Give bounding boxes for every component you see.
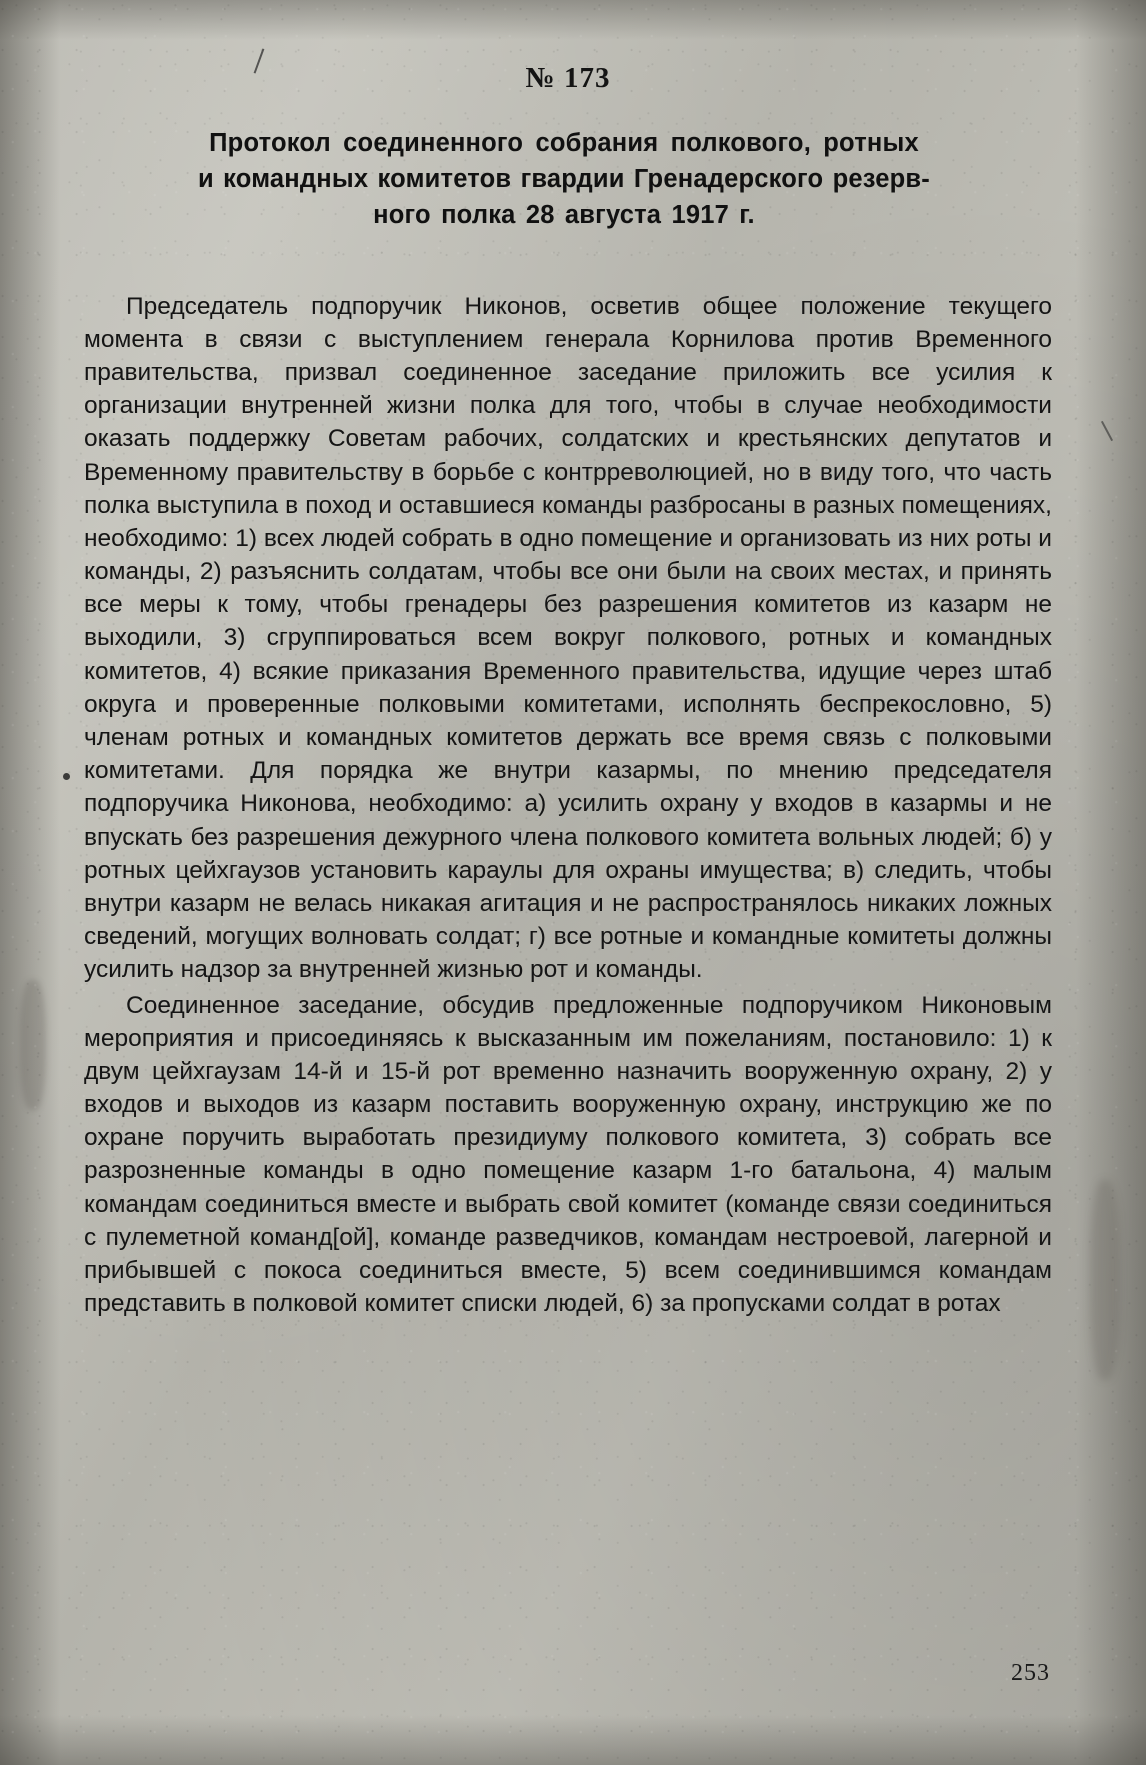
page-edge-shadow-left xyxy=(0,0,60,1765)
ink-mark-dot xyxy=(63,773,70,780)
document-title xyxy=(94,125,1034,234)
document-title-line-2: и командных комитетов гвардии Гренадерского резерв- xyxy=(197,165,931,194)
document-content xyxy=(84,62,1052,1320)
page-edge-shadow-right xyxy=(1076,0,1146,1765)
page-edge-shadow-top xyxy=(0,0,1146,40)
document-title-line-1: Протокол соединенного собрания полкового, ротных xyxy=(209,129,919,157)
body-paragraph-2: Соединенное заседание, обсудив предложенные подпоручиком Никоновым мероприятия и присоединяясь к высказанным им пожеланиям, постановило: 1) к двум цейхгаузам 14-й и 15-й рот временно назначить вооруженную охрану, 2) у входов и выходов из казарм поставить вооруженную охрану, инструкцию же по охране поручить выработать президиуму полкового комитета, 3) собрать все разрозненные команды в одно помещение казарм 1-го батальона, 4) малым командам соединиться вместе и выбрать свой комитет (команде связи соединиться с пулеметной команд[ой], команде разведчиков, командам нестроевой, лагерной и прибывшей с покоса соединиться вместе, 5) всем соединившимся командам представить в полковой комитет списки людей, 6) за пропусками солдат в ротах xyxy=(84,991,1052,1318)
body-paragraph-1: Председатель подпоручик Никонов, осветив общее положение текущего момента в связи с выступлением генерала Корнилова против Временного правительства, призвал соединенное заседание приложить все усилия к организации внутренней жизни полка для того, чтобы в случае необходимости оказать поддержку Советам рабочих, солдатских и крестьянских депутатов и Временному правительству в борьбе с контрреволюцией, но в виду того, что часть полка выступила в поход и оставшиеся команды разбросаны в разных помещениях, необходимо: 1) всех людей собрать в одно помещение и организовать из них роты и команды, 2) разъяснить солдатам, чтобы все они были на своих местах, и принять все меры к тому, чтобы гренадеры без разрешения комитетов из казарм не выходили, 3) сгруппироваться всем вокруг полкового, ротных и командных комитетов, 4) всякие приказания Временного правительства, идущие через штаб округа и проверенные полковыми комитетами, исполнять беспрекословно, 5) членам ротных и командных комитетов держать все время связь с полковыми комитетами. Для порядка же внутри казармы, по мнению председателя подпоручика Никонова, необходимо: а) усилить охрану у входов в казармы и не впускать без разрешения дежурного члена полкового комитета вольных людей; б) у ротных цейхгаузов установить караулы для охраны имущества; в) следить, чтобы внутри казарм не велась никакая агитация и не распространялось никаких ложных сведений, могущих волновать солдат; г) все ротные и командные комитеты должны усилить надзор за внутренней жизнью рот и команды. xyxy=(84,292,1052,984)
paper-smudge-left xyxy=(20,980,46,1110)
page-edge-shadow-bottom xyxy=(0,1715,1146,1765)
document-body xyxy=(84,290,1052,1321)
page-number: 253 xyxy=(1011,1660,1050,1686)
paper-smudge-right xyxy=(1090,1180,1120,1380)
ink-mark-tick xyxy=(1101,421,1113,441)
document-title-line-3: ного полка 28 августа 1917 г. xyxy=(373,201,755,230)
document-number: № 173 xyxy=(525,62,611,94)
